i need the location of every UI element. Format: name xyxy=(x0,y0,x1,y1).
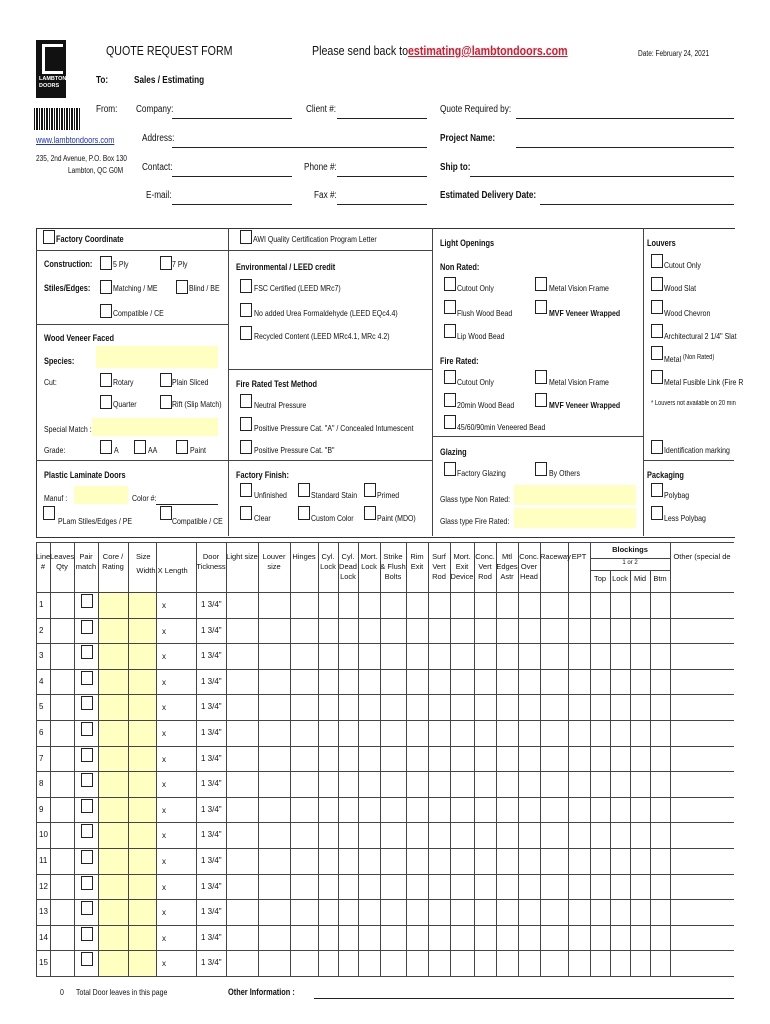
header-mtl: Mtl Edges Astr xyxy=(496,552,518,581)
row-number: 15 xyxy=(39,958,48,968)
stiles-label: Stiles/Edges: xyxy=(44,283,91,293)
plain-sliced-checkbox[interactable] xyxy=(160,373,172,387)
door-thickness: 1 3/4" xyxy=(201,600,222,609)
7ply-label: 7 Ply xyxy=(172,259,188,269)
pair-match-checkbox[interactable] xyxy=(81,671,93,685)
lip-bead-checkbox[interactable] xyxy=(444,324,456,338)
special-match-label: Special Match : xyxy=(44,424,92,434)
manuf-field[interactable] xyxy=(74,486,128,504)
flush-bead-label: Flush Wood Bead xyxy=(457,308,513,318)
size-x: x xyxy=(162,754,166,764)
company-field[interactable] xyxy=(172,118,292,119)
awi-label: AWI Quality Certification Program Letter xyxy=(253,234,377,244)
ident-checkbox[interactable] xyxy=(651,440,663,454)
veneered-bead-label: 45/60/90min Veneered Bead xyxy=(457,422,546,432)
plam-label: PLam Stiles/Edges / PE xyxy=(58,516,133,526)
compatible-label: Compatible / CE xyxy=(113,308,164,318)
matching-checkbox[interactable] xyxy=(100,280,112,294)
row-number: 6 xyxy=(39,728,44,737)
door-thickness: 1 3/4" xyxy=(201,932,222,942)
header-other: Other (special de xyxy=(673,552,731,561)
primed-label: Primed xyxy=(377,490,400,500)
plain-sliced-label: Plain Sliced xyxy=(172,377,209,387)
standard-stain-label: Standard Stain xyxy=(311,490,358,500)
pair-match-checkbox[interactable] xyxy=(81,850,93,864)
bead20-checkbox[interactable] xyxy=(444,393,456,407)
pair-match-checkbox[interactable] xyxy=(81,952,93,966)
packaging-label: Packaging xyxy=(647,470,684,480)
paint-mdo-label: Paint (MDO) xyxy=(377,513,416,523)
size-x: x xyxy=(162,780,166,790)
louvers-label: Louvers xyxy=(647,238,676,248)
glass-non-label: Glass type Non Rated: xyxy=(440,494,511,504)
construction-label: Construction: xyxy=(44,259,93,269)
louver-fusible-label: Metal Fusible Link (Fire R xyxy=(664,377,744,387)
header-cyl-dead: Cyl. Dead Lock xyxy=(339,552,357,581)
urea-checkbox[interactable] xyxy=(240,303,252,317)
by-others-checkbox[interactable] xyxy=(535,462,547,476)
flush-bead-checkbox[interactable] xyxy=(444,300,456,314)
size-x: x xyxy=(162,933,166,943)
fax-field[interactable] xyxy=(337,204,427,205)
lip-bead-label: Lip Wood Bead xyxy=(457,331,505,341)
from-label: From: xyxy=(96,104,118,115)
other-info-label: Other Information : xyxy=(228,987,295,997)
glazing-label: Glazing xyxy=(440,447,467,457)
fr-cutout-checkbox[interactable] xyxy=(444,370,456,384)
pair-match-checkbox[interactable] xyxy=(81,696,93,710)
louver-chevron-label: Wood Chevron xyxy=(664,308,711,318)
plastic-laminate-label: Plastic Laminate Doors xyxy=(44,470,126,480)
row-number: 1 xyxy=(39,600,44,609)
custom-color-checkbox[interactable] xyxy=(298,506,310,520)
compatible2-label: Compatible / CE xyxy=(172,516,223,526)
ident-label: Identification marking xyxy=(664,445,730,455)
to-label: To: xyxy=(96,75,109,86)
door-thickness: 1 3/4" xyxy=(201,881,222,891)
grade-a-label: A xyxy=(114,445,119,455)
fr-metal-frame-label: Metal Vision Frame xyxy=(549,377,609,387)
contact-field[interactable] xyxy=(172,176,292,177)
header-conc-vert: Conc. Vert Rod xyxy=(475,552,495,581)
pos-b-checkbox[interactable] xyxy=(240,440,252,454)
header-blk-mid: Mid xyxy=(633,574,647,583)
custom-color-label: Custom Color xyxy=(311,513,354,523)
quarter-label: Quarter xyxy=(113,399,137,409)
pair-match-checkbox[interactable] xyxy=(81,901,93,915)
send-back-text: Please send back to xyxy=(312,43,409,58)
pair-match-checkbox[interactable] xyxy=(81,722,93,736)
size-x: x xyxy=(162,626,166,636)
7ply-checkbox[interactable] xyxy=(160,256,172,270)
compatible-checkbox[interactable] xyxy=(100,304,112,318)
size-x: x xyxy=(162,601,166,610)
other-info-field[interactable] xyxy=(314,998,734,999)
header-leaves: Leaves Qty xyxy=(50,552,75,571)
row-number: 13 xyxy=(39,907,48,917)
grade-aa-checkbox[interactable] xyxy=(134,440,146,454)
pair-match-checkbox[interactable] xyxy=(81,748,93,762)
primed-checkbox[interactable] xyxy=(364,483,376,497)
barcode xyxy=(34,108,80,130)
form-title: QUOTE REQUEST FORM xyxy=(106,43,233,58)
species-field[interactable] xyxy=(96,346,218,368)
website-link[interactable]: www.lambtondoors.com xyxy=(36,135,115,145)
louver-metal-checkbox[interactable] xyxy=(651,346,663,360)
fr-metal-frame-checkbox[interactable] xyxy=(535,370,547,384)
recycled-checkbox[interactable] xyxy=(240,326,252,340)
veneered-bead-checkbox[interactable] xyxy=(444,415,456,429)
pos-a-label: Positive Pressure Cat. "A" / Concealed Intumescent xyxy=(254,423,414,433)
louver-cutout-checkbox[interactable] xyxy=(651,254,663,268)
louver-slat-checkbox[interactable] xyxy=(651,277,663,291)
row-number: 11 xyxy=(39,856,48,865)
pair-match-checkbox[interactable] xyxy=(81,594,93,608)
row-number: 5 xyxy=(39,702,44,712)
fire-rated-label: Fire Rated: xyxy=(440,356,479,366)
header-raceway: Raceway xyxy=(540,552,571,561)
cut-label: Cut: xyxy=(44,377,57,387)
header-size: Size xyxy=(136,552,151,561)
blind-label: Blind / BE xyxy=(189,283,220,293)
row-number: 14 xyxy=(39,932,48,942)
client-label: Client #: xyxy=(306,104,337,115)
header-blockings-sub: 1 or 2 xyxy=(622,560,638,566)
urea-label: No added Urea Formaldehyde (LEED EQc4.4) xyxy=(254,308,398,318)
size-x: x xyxy=(162,857,166,866)
manuf-label: Manuf : xyxy=(44,493,68,503)
fsc-checkbox[interactable] xyxy=(240,279,252,293)
glass-fire-field[interactable] xyxy=(514,508,636,528)
table-row-divider xyxy=(36,976,734,977)
fire-test-label: Fire Rated Test Method xyxy=(236,379,318,389)
neutral-label: Neutral Pressure xyxy=(254,400,307,410)
pair-match-checkbox[interactable] xyxy=(81,645,93,659)
row-number: 8 xyxy=(39,779,44,789)
bead20-label: 20min Wood Bead xyxy=(457,400,515,410)
header-cyl: Cyl. Lock xyxy=(320,552,336,571)
total-leaves-label: Total Door leaves in this page xyxy=(76,987,168,997)
to-value: Sales / Estimating xyxy=(134,75,205,86)
project-name-label: Project Name: xyxy=(440,133,496,144)
pair-match-checkbox[interactable] xyxy=(81,620,93,634)
grade-aa-label: AA xyxy=(148,445,158,455)
header-pair: Pair match xyxy=(75,552,97,571)
header-blockings: Blockings xyxy=(612,545,648,554)
ship-to-label: Ship to: xyxy=(440,162,471,173)
grade-a-checkbox[interactable] xyxy=(100,440,112,454)
pair-match-checkbox[interactable] xyxy=(81,927,93,941)
delivery-field[interactable] xyxy=(540,204,734,205)
header-size-sub: Width X Length xyxy=(136,566,188,575)
matching-label: Matching / ME xyxy=(113,283,158,293)
env-leed-label: Environmental / LEED credit xyxy=(236,262,336,272)
clear-label: Clear xyxy=(254,513,271,523)
pair-match-checkbox[interactable] xyxy=(81,799,93,813)
rotary-label: Rotary xyxy=(113,377,134,387)
phone-label: Phone #: xyxy=(304,162,337,173)
header-surf: Surf Vert Rod xyxy=(432,552,446,581)
grade-paint-label: Paint xyxy=(190,445,206,455)
door-thickness: 1 3/4" xyxy=(201,753,222,763)
light-openings-label: Light Openings xyxy=(440,238,495,248)
standard-stain-checkbox[interactable] xyxy=(298,483,310,497)
louver-arch-label: Architectural 2 1/4" Slat xyxy=(664,331,737,341)
door-thickness: 1 3/4" xyxy=(201,804,222,814)
phone-field[interactable] xyxy=(337,176,427,177)
factory-coordinate-checkbox[interactable] xyxy=(43,230,55,244)
mvf-checkbox[interactable] xyxy=(535,300,547,314)
header-hinges: Hinges xyxy=(292,552,316,561)
rotary-checkbox[interactable] xyxy=(100,373,112,387)
quarter-checkbox[interactable] xyxy=(100,395,112,409)
ship-to-field[interactable] xyxy=(470,176,734,177)
pair-match-checkbox[interactable] xyxy=(81,824,93,838)
paint-mdo-checkbox[interactable] xyxy=(364,506,376,520)
5ply-label: 5 Ply xyxy=(113,259,129,269)
louver-fusible-checkbox[interactable] xyxy=(651,370,663,384)
pos-b-label: Positive Pressure Cat. "B" xyxy=(254,445,335,455)
color-label: Color #: xyxy=(132,493,157,503)
awi-checkbox[interactable] xyxy=(240,230,252,244)
header-light: Light size xyxy=(226,552,258,561)
louver-slat-label: Wood Slat xyxy=(664,283,697,293)
door-thickness: 1 3/4" xyxy=(201,702,222,712)
mvf-label: MVF Veneer Wrapped xyxy=(549,308,621,318)
header-core: Core / Rating xyxy=(102,552,124,571)
header-blk-lock: Lock xyxy=(612,574,628,583)
address-line1: 235, 2nd Avenue, P.O. Box 130 xyxy=(36,154,127,163)
email-field[interactable] xyxy=(172,204,292,205)
door-thickness: 1 3/4" xyxy=(201,625,222,635)
client-field[interactable] xyxy=(337,118,427,119)
contact-label: Contact: xyxy=(142,162,173,173)
glass-fire-label: Glass type Fire Rated: xyxy=(440,516,510,526)
address-line2: Lambton, QC G0M xyxy=(68,166,124,175)
email-link[interactable]: estimating@lambtondoors.com xyxy=(408,43,568,58)
row-number: 7 xyxy=(39,753,44,763)
form-date: Date: February 24, 2021 xyxy=(638,49,710,58)
header-louver: Louver size xyxy=(262,552,286,571)
color-field[interactable] xyxy=(156,504,218,505)
door-thickness: 1 3/4" xyxy=(201,728,222,737)
door-thickness: 1 3/4" xyxy=(201,907,222,917)
rift-label: Rift (Slip Match) xyxy=(172,399,222,409)
less-polybag-checkbox[interactable] xyxy=(651,506,663,520)
project-name-field[interactable] xyxy=(516,147,734,148)
louver-chevron-checkbox[interactable] xyxy=(651,300,663,314)
louver-cutout-label: Cutout Only xyxy=(664,260,701,270)
header-conc-over: Conc. Over Head xyxy=(519,552,539,581)
row-number: 4 xyxy=(39,676,44,686)
row-number: 3 xyxy=(39,651,44,661)
recycled-label: Recycled Content (LEED MRc4.1, MRc 4.2) xyxy=(254,331,390,341)
louver-note: * Louvers not available on 20 min xyxy=(651,400,736,407)
by-others-label: By Others xyxy=(549,468,580,478)
glass-non-field[interactable] xyxy=(514,485,636,505)
logo-text: LAMBTON DOORS xyxy=(39,76,67,89)
special-match-field[interactable] xyxy=(92,418,218,436)
door-thickness: 1 3/4" xyxy=(201,958,222,968)
door-thickness: 1 3/4" xyxy=(201,830,222,840)
email-label: E-mail: xyxy=(146,190,172,201)
header-door: Door Tickness xyxy=(196,552,226,571)
mvf2-label: MVF Veneer Wrapped xyxy=(549,400,621,410)
logo xyxy=(36,40,66,98)
header-blk-btm: Btm xyxy=(653,574,667,583)
compatible2-checkbox[interactable] xyxy=(160,506,172,520)
size-x: x xyxy=(162,908,166,918)
size-x: x xyxy=(162,959,166,969)
door-thickness: 1 3/4" xyxy=(201,779,222,789)
size-x: x xyxy=(162,703,166,713)
quote-required-field[interactable] xyxy=(516,118,734,119)
nr-cutout-checkbox[interactable] xyxy=(444,277,456,291)
non-rated-label: Non Rated: xyxy=(440,262,480,272)
fr-cutout-label: Cutout Only xyxy=(457,377,494,387)
louver-metal-note: (Non Rated) xyxy=(683,354,715,361)
mvf2-checkbox[interactable] xyxy=(535,393,547,407)
5ply-checkbox[interactable] xyxy=(100,256,112,270)
core-size-fill xyxy=(98,592,156,976)
blind-checkbox[interactable] xyxy=(176,280,188,294)
row-number: 9 xyxy=(39,804,44,814)
size-x: x xyxy=(162,677,166,687)
fsc-label: FSC Certified (LEED MRc7) xyxy=(254,283,341,293)
pos-a-checkbox[interactable] xyxy=(240,417,252,431)
header-mort-exit: Mort. Exit Device xyxy=(450,552,474,581)
row-number: 12 xyxy=(39,881,48,891)
door-thickness: 1 3/4" xyxy=(201,856,222,865)
louver-arch-checkbox[interactable] xyxy=(651,324,663,338)
unfinished-checkbox[interactable] xyxy=(240,483,252,497)
address-field[interactable] xyxy=(172,147,427,148)
grade-label: Grade: xyxy=(44,445,66,455)
door-thickness: 1 3/4" xyxy=(201,651,222,661)
factory-glazing-label: Factory Glazing xyxy=(457,468,506,478)
pair-match-checkbox[interactable] xyxy=(81,876,93,890)
factory-coordinate-label: Factory Coordinate xyxy=(56,234,124,244)
row-number: 10 xyxy=(39,830,48,840)
fax-label: Fax #: xyxy=(314,190,337,201)
row-number: 2 xyxy=(39,625,44,635)
less-polybag-label: Less Polybag xyxy=(664,513,706,523)
company-label: Company: xyxy=(136,104,174,115)
size-x: x xyxy=(162,729,166,738)
clear-checkbox[interactable] xyxy=(240,506,252,520)
delivery-label: Estimated Delivery Date: xyxy=(440,190,537,201)
size-x: x xyxy=(162,805,166,815)
header-strike: Strike & Flush Bolts xyxy=(380,552,406,581)
polybag-checkbox[interactable] xyxy=(651,483,663,497)
grade-paint-checkbox[interactable] xyxy=(176,440,188,454)
total-count: 0 xyxy=(60,987,64,997)
nr-metal-frame-checkbox[interactable] xyxy=(535,277,547,291)
factory-finish-label: Factory Finish: xyxy=(236,470,289,480)
size-x: x xyxy=(162,831,166,841)
rift-checkbox[interactable] xyxy=(160,395,172,409)
header-line: Line # xyxy=(36,552,51,571)
quote-required-label: Quote Required by: xyxy=(440,104,512,115)
header-mort: Mort. Lock xyxy=(360,552,378,571)
wood-veneer-label: Wood Veneer Faced xyxy=(44,333,114,343)
louver-metal-label: Metal xyxy=(664,354,682,364)
pair-match-checkbox[interactable] xyxy=(81,773,93,787)
header-rim: Rim Exit xyxy=(410,552,424,571)
nr-cutout-label: Cutout Only xyxy=(457,283,494,293)
address-label: Address: xyxy=(142,133,175,144)
nr-metal-frame-label: Metal Vision Frame xyxy=(549,283,609,293)
species-label: Species: xyxy=(44,356,75,366)
header-blk-top: Top xyxy=(593,574,607,583)
size-x: x xyxy=(162,882,166,892)
door-thickness: 1 3/4" xyxy=(201,676,222,686)
polybag-label: Polybag xyxy=(664,490,690,500)
header-ept: EPT xyxy=(571,552,587,561)
plam-checkbox[interactable] xyxy=(43,506,55,520)
factory-glazing-checkbox[interactable] xyxy=(444,462,456,476)
size-x: x xyxy=(162,652,166,662)
unfinished-label: Unfinished xyxy=(254,490,287,500)
neutral-checkbox[interactable] xyxy=(240,394,252,408)
